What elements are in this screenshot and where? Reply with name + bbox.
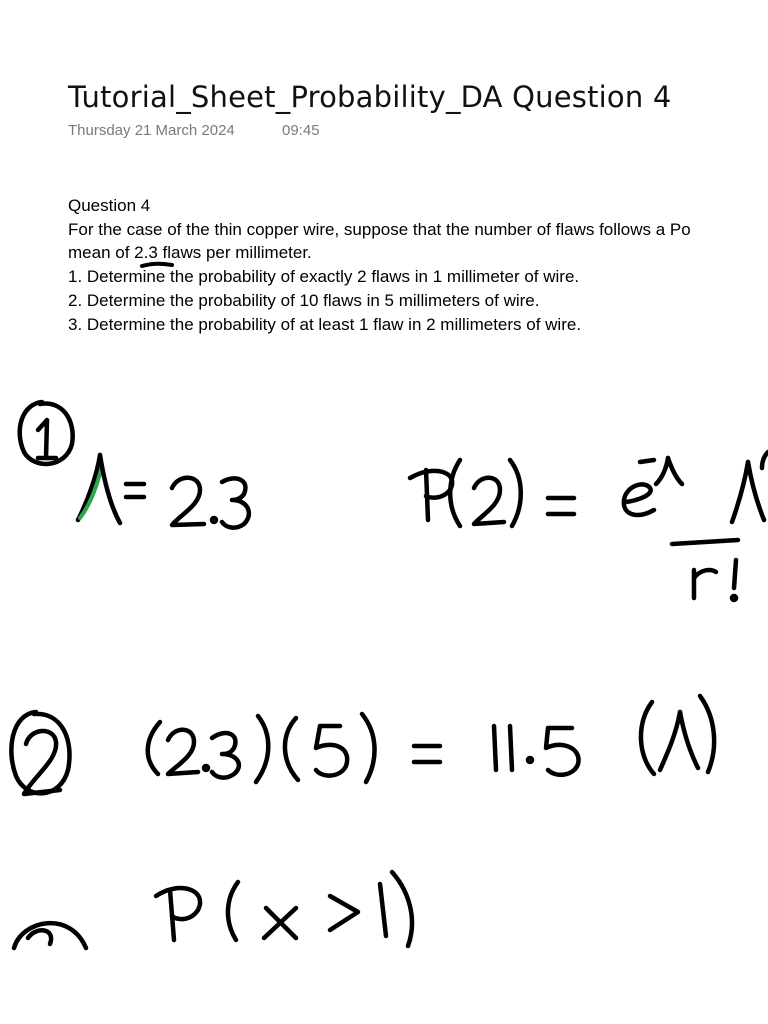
line2-suffix: flaws per millimeter. [157,243,312,263]
question-heading: Question 4 [68,196,151,215]
page-time: 09:45 [282,122,320,139]
question-item-2: 2. Determine the probability of 10 flaws in 5 millimeters of wire. [68,290,540,310]
line2-prefix: mean of [68,243,135,263]
question-line-1: For the case of the thin copper wire, suppose that the number of flaws follows a Po [68,219,691,239]
question-item-3: 3. Determine the probability of at least 1 flaw in 2 millimeters of wire. [68,314,582,334]
part-3-ink [14,872,412,948]
part-2-ink [11,696,714,794]
page-title: Tutorial_Sheet_Probability_DA Question 4 [68,80,672,114]
mean-value: 2.3 [134,243,158,263]
handwritten-solution [0,380,768,960]
page-date: Thursday 21 March 2024 [68,122,235,139]
question-line-2 [68,241,691,265]
question-block [68,194,691,336]
question-item-1: 1. Determine the probability of exactly 2 flaws in 1 millimeter of wire. [68,267,580,287]
part-1-ink [20,402,768,600]
